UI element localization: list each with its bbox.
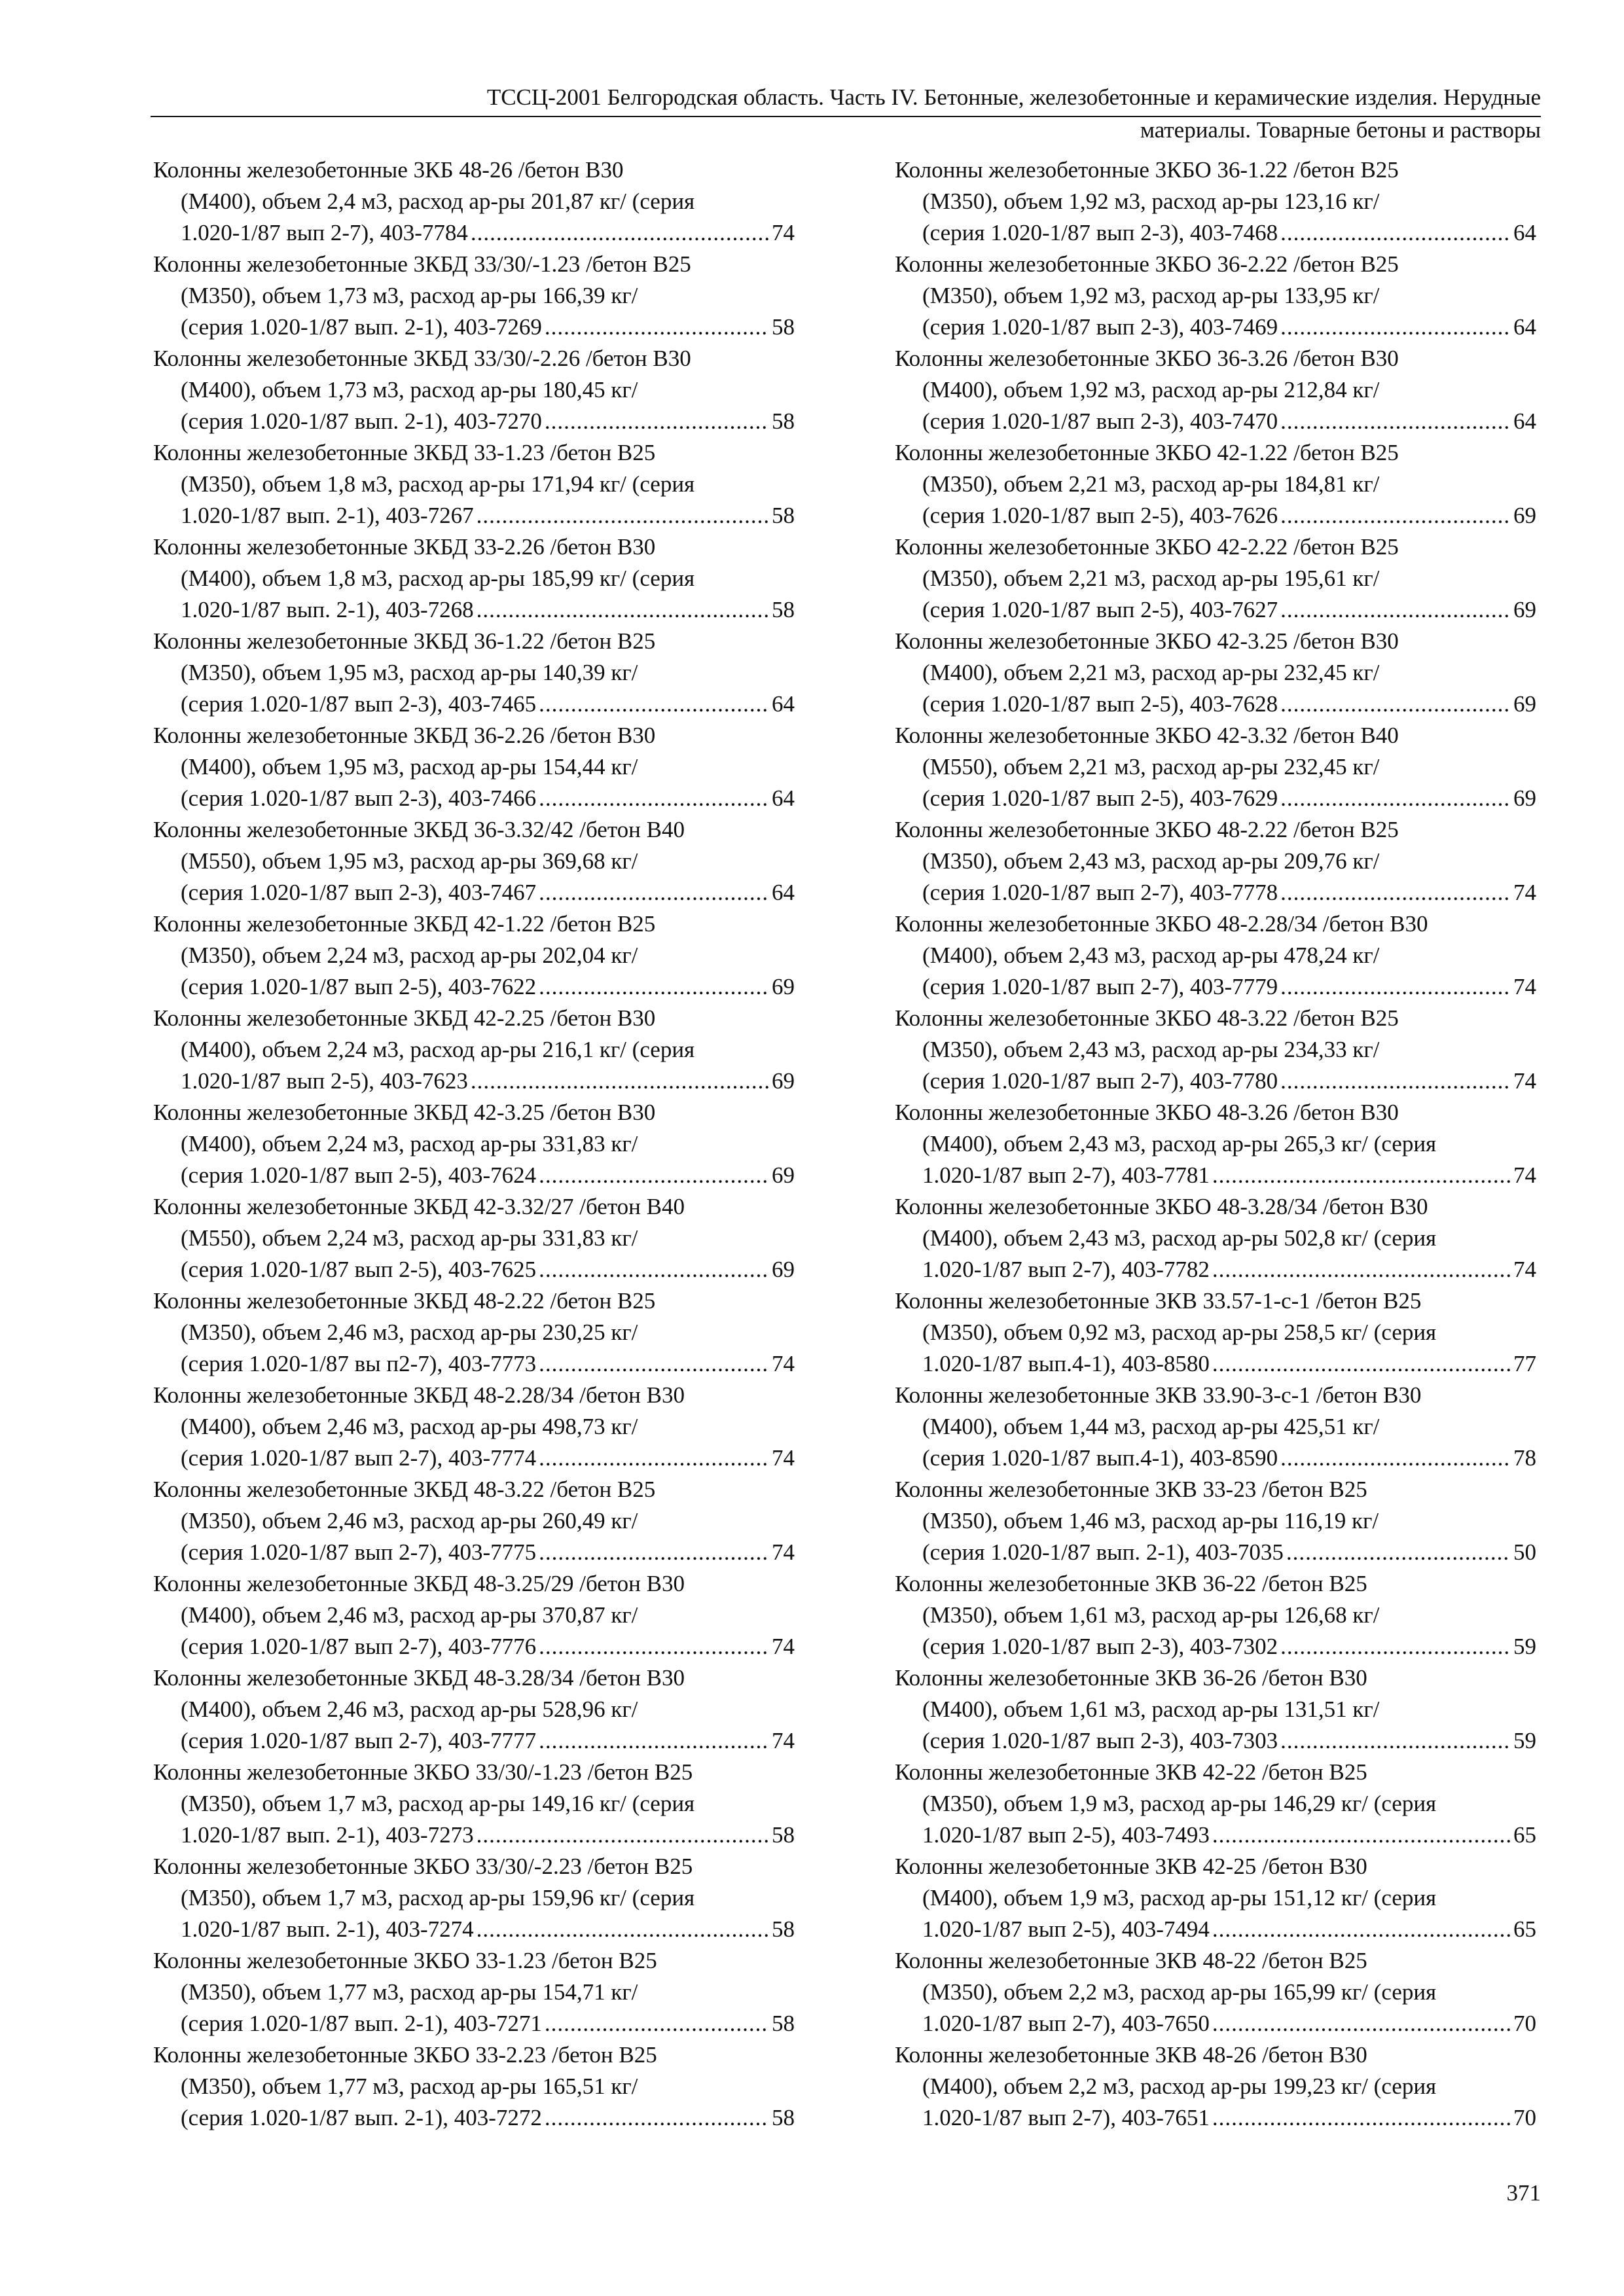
dot-leader — [539, 783, 769, 814]
entry-reference: (серия 1.020-1/87 вып 2-3), 403-7466 — [181, 785, 537, 811]
entry-reference-line — [895, 1914, 1536, 1945]
entry-title-line: Колонны железобетонные 3КБО 48-3.26 /бетон В30 — [895, 1100, 1399, 1125]
dot-leader — [1280, 1443, 1511, 1474]
entry-page-number: 58 — [772, 1822, 795, 1848]
entry-reference: 1.020-1/87 вып. 2-1), 403-7273 — [181, 1822, 474, 1848]
dot-leader — [545, 2102, 769, 2134]
entry-reference: 1.020-1/87 вып. 2-1), 403-7267 — [181, 503, 474, 528]
index-entry — [153, 1662, 795, 1757]
dot-leader — [1212, 1160, 1511, 1191]
entry-title-line: Колонны железобетонные 3КБО 33/30/-1.23 /бетон В25 — [153, 1759, 693, 1785]
index-entry — [895, 908, 1536, 1003]
entry-detail-line: (М400), объем 2,46 м3, расход ар-ры 498,73 кг/ — [181, 1414, 638, 1439]
entry-reference-line — [895, 1254, 1536, 1285]
entry-title-line: Колонны железобетонные 3КБО 42-2.22 /бетон В25 — [895, 534, 1399, 560]
entry-title-line: Колонны железобетонные 3КБ 48-26 /бетон В30 — [153, 157, 624, 183]
dot-leader — [539, 1348, 769, 1380]
entry-page-number: 69 — [772, 1068, 795, 1094]
left-column — [153, 154, 795, 2134]
entry-reference-line — [153, 2008, 795, 2039]
dot-leader — [539, 971, 769, 1003]
entry-reference: (серия 1.020-1/87 вып 2-3), 403-7469 — [922, 314, 1278, 340]
entry-reference: (серия 1.020-1/87 вып 2-7), 403-7780 — [922, 1068, 1278, 1094]
entry-detail-line: (М350), объем 1,7 м3, расход ар-ры 159,96 кг/ (серия — [181, 1885, 695, 1910]
entry-reference: (серия 1.020-1/87 вып 2-3), 403-7470 — [922, 408, 1278, 434]
entry-detail-line: (М400), объем 2,43 м3, расход ар-ры 265,3 кг/ (серия — [922, 1131, 1437, 1157]
entry-reference: (серия 1.020-1/87 вып 2-5), 403-7622 — [181, 974, 537, 999]
entry-detail-line: (М350), объем 2,46 м3, расход ар-ры 230,25 кг/ — [181, 1319, 638, 1345]
index-entry — [153, 437, 795, 531]
entry-reference-line — [153, 1820, 795, 1851]
entry-detail-line: (М400), объем 2,43 м3, расход ар-ры 502,8 кг/ (серия — [922, 1225, 1437, 1251]
entry-reference: 1.020-1/87 вып. 2-1), 403-7268 — [181, 597, 474, 622]
entry-title-line: Колонны железобетонные 3КБД 33-1.23 /бетон В25 — [153, 440, 656, 465]
entry-page-number: 64 — [1513, 314, 1536, 340]
index-entry — [153, 1851, 795, 1945]
dot-leader — [1212, 1820, 1511, 1851]
entry-title-line: Колонны железобетонные 3КБД 42-2.25 /бетон В30 — [153, 1005, 656, 1031]
index-entry — [153, 1003, 795, 1097]
index-entry — [153, 2039, 795, 2134]
entry-detail-line: (М400), объем 1,73 м3, расход ар-ры 180,45 кг/ — [181, 377, 638, 403]
index-entry — [153, 1945, 795, 2039]
index-entry — [895, 531, 1536, 626]
entry-title-line: Колонны железобетонные 3КБД 48-2.22 /бетон В25 — [153, 1288, 656, 1314]
dot-leader — [1286, 1537, 1511, 1568]
entry-detail-line: (М350), объем 2,21 м3, расход ар-ры 184,81 кг/ — [922, 471, 1380, 497]
entry-detail-line: (М400), объем 1,92 м3, расход ар-ры 212,84 кг/ — [922, 377, 1380, 403]
index-entry — [895, 1945, 1536, 2039]
entry-page-number: 74 — [772, 1539, 795, 1565]
entry-reference: 1.020-1/87 вып.4-1), 403-8580 — [922, 1351, 1210, 1376]
entry-page-number: 64 — [1513, 220, 1536, 245]
entry-reference-line — [895, 1348, 1536, 1380]
entry-reference: (серия 1.020-1/87 вып.4-1), 403-8590 — [922, 1445, 1278, 1471]
dot-leader — [1280, 1725, 1511, 1757]
entry-reference-line — [153, 1348, 795, 1380]
entry-title-line: Колонны железобетонные 3КБД 48-3.28/34 /бетон В30 — [153, 1665, 685, 1691]
entry-detail-line: (М350), объем 1,73 м3, расход ар-ры 166,39 кг/ — [181, 283, 638, 308]
dot-leader — [539, 1631, 769, 1662]
dot-leader — [545, 2008, 769, 2039]
entry-title-line: Колонны железобетонные 3КВ 36-26 /бетон В30 — [895, 1665, 1367, 1691]
entry-title-line: Колонны железобетонные 3КБД 48-2.28/34 /бетон В30 — [153, 1382, 685, 1408]
entry-title-line: Колонны железобетонные 3КБО 48-3.22 /бетон В25 — [895, 1005, 1399, 1031]
entry-reference-line — [153, 1066, 795, 1097]
entry-reference-line — [153, 1254, 795, 1285]
entry-reference-line — [153, 1160, 795, 1191]
index-entry — [895, 1191, 1536, 1285]
entry-page-number: 74 — [772, 1351, 795, 1376]
entry-reference-line — [153, 1443, 795, 1474]
entry-page-number: 69 — [772, 1257, 795, 1282]
dot-leader — [545, 312, 769, 343]
running-header: ТССЦ-2001 Белгородская область. Часть IV. Бетонные, железобетонные и керамические изделия. Нерудные — [486, 84, 1541, 110]
entry-reference-line — [153, 1631, 795, 1662]
entry-page-number: 69 — [1513, 503, 1536, 528]
entry-title-line: Колонны железобетонные 3КВ 42-22 /бетон В25 — [895, 1759, 1367, 1785]
entry-reference-line — [895, 877, 1536, 908]
index-entry — [895, 1003, 1536, 1097]
entry-page-number: 65 — [1513, 1916, 1536, 1942]
entry-detail-line: (М350), объем 2,24 м3, расход ар-ры 202,04 кг/ — [181, 942, 638, 968]
entry-page-number: 65 — [1513, 1822, 1536, 1848]
entry-reference: (серия 1.020-1/87 вы п2-7), 403-7773 — [181, 1351, 537, 1376]
entry-reference-line — [895, 312, 1536, 343]
entry-reference: 1.020-1/87 вып 2-7), 403-7650 — [922, 2011, 1210, 2036]
entry-title-line: Колонны железобетонные 3КБО 36-3.26 /бетон В30 — [895, 346, 1399, 371]
running-header-continuation: материалы. Товарные бетоны и растворы — [1140, 117, 1541, 143]
entry-title-line: Колонны железобетонные 3КБО 33-1.23 /бетон В25 — [153, 1948, 657, 1973]
entry-detail-line: (М350), объем 2,46 м3, расход ар-ры 260,49 кг/ — [181, 1508, 638, 1534]
entry-reference-line — [153, 689, 795, 720]
entry-reference-line — [895, 1066, 1536, 1097]
dot-leader — [545, 406, 769, 437]
entry-reference-line — [895, 1160, 1536, 1191]
index-entry — [153, 343, 795, 437]
entry-reference-line — [895, 971, 1536, 1003]
entry-detail-line: (М350), объем 1,7 м3, расход ар-ры 149,16 кг/ (серия — [181, 1791, 695, 1816]
dot-leader — [1280, 312, 1511, 343]
entry-detail-line: (М400), объем 2,4 м3, расход ар-ры 201,87 кг/ (серия — [181, 188, 695, 214]
entry-detail-line: (М350), объем 1,95 м3, расход ар-ры 140,39 кг/ — [181, 660, 638, 685]
entry-detail-line: (М350), объем 1,46 м3, расход ар-ры 116,19 кг/ — [922, 1508, 1379, 1534]
page-number: 371 — [1506, 2180, 1541, 2206]
entry-page-number: 74 — [1513, 974, 1536, 999]
entry-page-number: 64 — [772, 691, 795, 717]
index-entry — [895, 154, 1536, 249]
entry-reference-line — [895, 2008, 1536, 2039]
index-entry — [153, 1285, 795, 1380]
dot-leader — [1280, 689, 1511, 720]
entry-title-line: Колонны железобетонные 3КБО 36-1.22 /бетон В25 — [895, 157, 1399, 183]
entry-reference: (серия 1.020-1/87 вып 2-7), 403-7775 — [181, 1539, 537, 1565]
index-entry — [895, 1097, 1536, 1191]
entry-page-number: 74 — [772, 1634, 795, 1659]
entry-reference-line — [895, 689, 1536, 720]
entry-reference: (серия 1.020-1/87 вып 2-5), 403-7627 — [922, 597, 1278, 622]
entry-title-line: Колонны железобетонные 3КВ 36-22 /бетон В25 — [895, 1571, 1367, 1596]
dot-leader — [539, 1443, 769, 1474]
index-entry — [895, 437, 1536, 531]
entry-detail-line: (М350), объем 2,21 м3, расход ар-ры 195,61 кг/ — [922, 565, 1380, 591]
index-entry — [153, 1568, 795, 1662]
entry-reference-line — [895, 1443, 1536, 1474]
entry-page-number: 69 — [1513, 597, 1536, 622]
dot-leader — [471, 217, 769, 249]
entry-reference: (серия 1.020-1/87 вып. 2-1), 403-7272 — [181, 2105, 542, 2130]
index-entry — [895, 1474, 1536, 1568]
entry-reference-line — [153, 406, 795, 437]
dot-leader — [539, 1537, 769, 1568]
index-entry — [153, 908, 795, 1003]
entry-title-line: Колонны железобетонные 3КБО 33-2.23 /бетон В25 — [153, 2042, 657, 2068]
dot-leader — [1212, 1914, 1511, 1945]
index-entry — [895, 1851, 1536, 1945]
dot-leader — [1280, 1631, 1511, 1662]
dot-leader — [539, 1254, 769, 1285]
index-entry — [895, 249, 1536, 343]
entry-title-line: Колонны железобетонные 3КБО 42-3.32 /бетон В40 — [895, 723, 1399, 748]
index-entry — [895, 1568, 1536, 1662]
entry-detail-line: (М550), объем 1,95 м3, расход ар-ры 369,68 кг/ — [181, 848, 638, 874]
entry-reference-line — [895, 1631, 1536, 1662]
entry-title-line: Колонны железобетонные 3КВ 33.57-1-с-1 /бетон В25 — [895, 1288, 1422, 1314]
entry-reference: (серия 1.020-1/87 вып 2-5), 403-7624 — [181, 1162, 537, 1188]
entry-detail-line: (М350), объем 1,92 м3, расход ар-ры 123,16 кг/ — [922, 188, 1380, 214]
entry-page-number: 64 — [772, 785, 795, 811]
index-entry — [153, 720, 795, 814]
index-entry — [895, 1380, 1536, 1474]
index-entry — [895, 720, 1536, 814]
entry-reference: 1.020-1/87 вып 2-7), 403-7784 — [181, 220, 468, 245]
dot-leader — [539, 1725, 769, 1757]
entry-title-line: Колонны железобетонные 3КБО 48-2.22 /бетон В25 — [895, 817, 1399, 842]
entry-detail-line: (М400), объем 2,46 м3, расход ар-ры 370,87 кг/ — [181, 1602, 638, 1628]
index-entry — [895, 1662, 1536, 1757]
entry-reference: (серия 1.020-1/87 вып 2-3), 403-7468 — [922, 220, 1278, 245]
entry-page-number: 58 — [772, 2105, 795, 2130]
entry-reference: (серия 1.020-1/87 вып 2-7), 403-7777 — [181, 1728, 537, 1753]
entry-page-number: 74 — [1513, 1257, 1536, 1282]
index-entry — [153, 1191, 795, 1285]
dot-leader — [1280, 1066, 1511, 1097]
entry-title-line: Колонны железобетонные 3КБД 42-1.22 /бетон В25 — [153, 911, 656, 937]
entry-page-number: 69 — [1513, 691, 1536, 717]
entry-title-line: Колонны железобетонные 3КБД 33/30/-1.23 /бетон В25 — [153, 251, 691, 277]
entry-reference: 1.020-1/87 вып 2-7), 403-7651 — [922, 2105, 1210, 2130]
dot-leader — [477, 500, 769, 531]
entry-reference-line — [153, 312, 795, 343]
entry-title-line: Колонны железобетонные 3КБО 42-1.22 /бетон В25 — [895, 440, 1399, 465]
dot-leader — [1280, 877, 1511, 908]
entry-reference: 1.020-1/87 вып. 2-1), 403-7274 — [181, 1916, 474, 1942]
index-entry — [895, 1285, 1536, 1380]
entry-reference: (серия 1.020-1/87 вып 2-7), 403-7778 — [922, 880, 1278, 905]
entry-detail-line: (М400), объем 1,95 м3, расход ар-ры 154,44 кг/ — [181, 754, 638, 780]
entry-reference-line — [895, 783, 1536, 814]
entry-reference: (серия 1.020-1/87 вып. 2-1), 403-7035 — [922, 1539, 1284, 1565]
entry-title-line: Колонны железобетонные 3КБД 33-2.26 /бетон В30 — [153, 534, 656, 560]
dot-leader — [1280, 217, 1511, 249]
entry-page-number: 69 — [772, 1162, 795, 1188]
index-entry — [153, 1380, 795, 1474]
entry-reference-line — [895, 500, 1536, 531]
entry-page-number: 58 — [772, 314, 795, 340]
index-entry — [895, 2039, 1536, 2134]
entry-page-number: 74 — [1513, 880, 1536, 905]
dot-leader — [1280, 971, 1511, 1003]
entry-reference: 1.020-1/87 вып 2-5), 403-7494 — [922, 1916, 1210, 1942]
entry-page-number: 58 — [772, 1916, 795, 1942]
entry-title-line: Колонны железобетонные 3КБД 36-2.26 /бетон В30 — [153, 723, 656, 748]
entry-title-line: Колонны железобетонные 3КВ 48-26 /бетон В30 — [895, 2042, 1367, 2068]
entry-page-number: 74 — [772, 1728, 795, 1753]
entry-page-number: 74 — [772, 220, 795, 245]
entry-title-line: Колонны железобетонные 3КБО 42-3.25 /бетон В30 — [895, 628, 1399, 654]
entry-reference: (серия 1.020-1/87 вып 2-3), 403-7303 — [922, 1728, 1278, 1753]
entry-detail-line: (М550), объем 2,24 м3, расход ар-ры 331,83 кг/ — [181, 1225, 638, 1251]
entry-page-number: 74 — [1513, 1162, 1536, 1188]
dot-leader — [477, 1914, 769, 1945]
entry-reference-line — [153, 971, 795, 1003]
entry-page-number: 58 — [772, 2011, 795, 2036]
dot-leader — [539, 877, 769, 908]
entry-reference: (серия 1.020-1/87 вып 2-5), 403-7625 — [181, 1257, 537, 1282]
entry-title-line: Колонны железобетонные 3КБД 42-3.25 /бетон В30 — [153, 1100, 656, 1125]
entry-title-line: Колонны железобетонные 3КБО 36-2.22 /бетон В25 — [895, 251, 1399, 277]
entry-detail-line: (М400), объем 1,44 м3, расход ар-ры 425,51 кг/ — [922, 1414, 1380, 1439]
entry-detail-line: (М350), объем 2,2 м3, расход ар-ры 165,99 кг/ (серия — [922, 1979, 1437, 2005]
entry-title-line: Колонны железобетонные 3КБО 33/30/-2.23 /бетон В25 — [153, 1854, 693, 1879]
entry-page-number: 74 — [1513, 1068, 1536, 1094]
entry-title-line: Колонны железобетонные 3КБД 42-3.32/27 /бетон В40 — [153, 1194, 685, 1219]
entry-detail-line: (М350), объем 0,92 м3, расход ар-ры 258,5 кг/ (серия — [922, 1319, 1437, 1345]
entry-reference-line — [895, 2102, 1536, 2134]
entry-detail-line: (М400), объем 1,9 м3, расход ар-ры 151,12 кг/ (серия — [922, 1885, 1437, 1910]
entry-reference-line — [895, 217, 1536, 249]
entry-reference-line — [153, 500, 795, 531]
entry-detail-line: (М350), объем 1,77 м3, расход ар-ры 154,71 кг/ — [181, 1979, 638, 2005]
entry-page-number: 78 — [1513, 1445, 1536, 1471]
entry-page-number: 69 — [1513, 785, 1536, 811]
index-entry — [153, 626, 795, 720]
entry-reference-line — [153, 1725, 795, 1757]
entry-page-number: 59 — [1513, 1728, 1536, 1753]
entry-title-line: Колонны железобетонные 3КБД 36-1.22 /бетон В25 — [153, 628, 656, 654]
entry-reference: 1.020-1/87 вып 2-7), 403-7781 — [922, 1162, 1210, 1188]
entry-page-number: 59 — [1513, 1634, 1536, 1659]
entry-detail-line: (М400), объем 2,43 м3, расход ар-ры 478,24 кг/ — [922, 942, 1380, 968]
entry-detail-line: (М400), объем 2,21 м3, расход ар-ры 232,45 кг/ — [922, 660, 1380, 685]
entry-reference-line — [895, 1820, 1536, 1851]
index-entry — [153, 1757, 795, 1851]
entry-detail-line: (М350), объем 2,43 м3, расход ар-ры 234,33 кг/ — [922, 1037, 1380, 1062]
index-entry — [153, 531, 795, 626]
entry-title-line: Колонны железобетонные 3КБО 48-3.28/34 /бетон В30 — [895, 1194, 1428, 1219]
entry-reference-line — [895, 406, 1536, 437]
dot-leader — [1280, 783, 1511, 814]
entry-title-line: Колонны железобетонные 3КБО 48-2.28/34 /бетон В30 — [895, 911, 1428, 937]
entry-detail-line: (М350), объем 1,9 м3, расход ар-ры 146,29 кг/ (серия — [922, 1791, 1437, 1816]
entry-page-number: 70 — [1513, 2011, 1536, 2036]
entry-detail-line: (М400), объем 2,24 м3, расход ар-ры 331,83 кг/ — [181, 1131, 638, 1157]
entry-reference: 1.020-1/87 вып 2-7), 403-7782 — [922, 1257, 1210, 1282]
entry-title-line: Колонны железобетонные 3КВ 48-22 /бетон В25 — [895, 1948, 1367, 1973]
entry-reference: (серия 1.020-1/87 вып. 2-1), 403-7269 — [181, 314, 542, 340]
dot-leader — [477, 1820, 769, 1851]
entry-detail-line: (М400), объем 1,61 м3, расход ар-ры 131,51 кг/ — [922, 1696, 1380, 1722]
entry-detail-line: (М350), объем 1,77 м3, расход ар-ры 165,51 кг/ — [181, 2073, 638, 2099]
index-entry — [895, 343, 1536, 437]
entry-reference-line — [153, 1914, 795, 1945]
entry-reference-line — [153, 877, 795, 908]
index-entry — [895, 1757, 1536, 1851]
dot-leader — [539, 1160, 769, 1191]
entry-detail-line: (М350), объем 1,8 м3, расход ар-ры 171,94 кг/ (серия — [181, 471, 695, 497]
index-entry — [153, 249, 795, 343]
entry-page-number: 58 — [772, 503, 795, 528]
entry-reference: 1.020-1/87 вып 2-5), 403-7493 — [922, 1822, 1210, 1848]
dot-leader — [471, 1066, 769, 1097]
entry-title-line: Колонны железобетонные 3КВ 33.90-3-с-1 /бетон В30 — [895, 1382, 1422, 1408]
entry-reference: 1.020-1/87 вып 2-5), 403-7623 — [181, 1068, 468, 1094]
entry-reference: (серия 1.020-1/87 вып 2-7), 403-7774 — [181, 1445, 537, 1471]
dot-leader — [1280, 406, 1511, 437]
entry-title-line: Колонны железобетонные 3КБД 48-3.22 /бетон В25 — [153, 1477, 656, 1502]
entry-title-line: Колонны железобетонные 3КБД 33/30/-2.26 /бетон В30 — [153, 346, 691, 371]
entry-reference-line — [895, 1725, 1536, 1757]
dot-leader — [1280, 500, 1511, 531]
entry-reference-line — [895, 1537, 1536, 1568]
entry-reference: (серия 1.020-1/87 вып 2-5), 403-7628 — [922, 691, 1278, 717]
entry-page-number: 77 — [1513, 1351, 1536, 1376]
entry-detail-line: (М350), объем 2,43 м3, расход ар-ры 209,76 кг/ — [922, 848, 1380, 874]
entry-reference-line — [153, 594, 795, 626]
dot-leader — [1212, 1254, 1511, 1285]
entry-page-number: 58 — [772, 408, 795, 434]
entry-reference: (серия 1.020-1/87 вып 2-3), 403-7467 — [181, 880, 537, 905]
entry-page-number: 64 — [1513, 408, 1536, 434]
index-entry — [153, 814, 795, 908]
entry-detail-line: (М350), объем 1,61 м3, расход ар-ры 126,68 кг/ — [922, 1602, 1380, 1628]
entry-detail-line: (М350), объем 1,92 м3, расход ар-ры 133,95 кг/ — [922, 283, 1380, 308]
index-entry — [895, 626, 1536, 720]
entry-title-line: Колонны железобетонные 3КВ 42-25 /бетон В30 — [895, 1854, 1367, 1879]
entry-title-line: Колонны железобетонные 3КБД 48-3.25/29 /бетон В30 — [153, 1571, 685, 1596]
entry-reference-line — [153, 217, 795, 249]
dot-leader — [1212, 1348, 1511, 1380]
dot-leader — [477, 594, 769, 626]
index-entry — [153, 1474, 795, 1568]
dot-leader — [1280, 594, 1511, 626]
entry-page-number: 70 — [1513, 2105, 1536, 2130]
entry-reference: (серия 1.020-1/87 вып. 2-1), 403-7271 — [181, 2011, 542, 2036]
entry-reference: (серия 1.020-1/87 вып 2-7), 403-7779 — [922, 974, 1278, 999]
entry-reference: (серия 1.020-1/87 вып 2-3), 403-7465 — [181, 691, 537, 717]
entry-title-line: Колонны железобетонные 3КВ 33-23 /бетон В25 — [895, 1477, 1367, 1502]
entry-page-number: 50 — [1513, 1539, 1536, 1565]
entry-page-number: 74 — [772, 1445, 795, 1471]
index-entry — [895, 814, 1536, 908]
entry-detail-line: (М400), объем 1,8 м3, расход ар-ры 185,99 кг/ (серия — [181, 565, 695, 591]
entry-reference-line — [153, 2102, 795, 2134]
index-entry — [153, 1097, 795, 1191]
entry-detail-line: (М550), объем 2,21 м3, расход ар-ры 232,45 кг/ — [922, 754, 1380, 780]
entry-reference-line — [895, 594, 1536, 626]
entry-detail-line: (М400), объем 2,2 м3, расход ар-ры 199,23 кг/ (серия — [922, 2073, 1437, 2099]
entry-reference: (серия 1.020-1/87 вып 2-3), 403-7302 — [922, 1634, 1278, 1659]
entry-reference: (серия 1.020-1/87 вып 2-5), 403-7626 — [922, 503, 1278, 528]
dot-leader — [539, 689, 769, 720]
entry-detail-line: (М400), объем 2,46 м3, расход ар-ры 528,96 кг/ — [181, 1696, 638, 1722]
entry-page-number: 64 — [772, 880, 795, 905]
index-entry — [153, 154, 795, 249]
entry-reference: (серия 1.020-1/87 вып 2-7), 403-7776 — [181, 1634, 537, 1659]
entry-detail-line: (М400), объем 2,24 м3, расход ар-ры 216,1 кг/ (серия — [181, 1037, 695, 1062]
entry-page-number: 69 — [772, 974, 795, 999]
entry-page-number: 58 — [772, 597, 795, 622]
entry-title-line: Колонны железобетонные 3КБД 36-3.32/42 /бетон В40 — [153, 817, 685, 842]
entry-reference: (серия 1.020-1/87 вып 2-5), 403-7629 — [922, 785, 1278, 811]
dot-leader — [1212, 2008, 1511, 2039]
entry-reference: (серия 1.020-1/87 вып. 2-1), 403-7270 — [181, 408, 542, 434]
entry-reference-line — [153, 1537, 795, 1568]
entry-reference-line — [153, 783, 795, 814]
right-column — [895, 154, 1536, 2134]
dot-leader — [1212, 2102, 1511, 2134]
